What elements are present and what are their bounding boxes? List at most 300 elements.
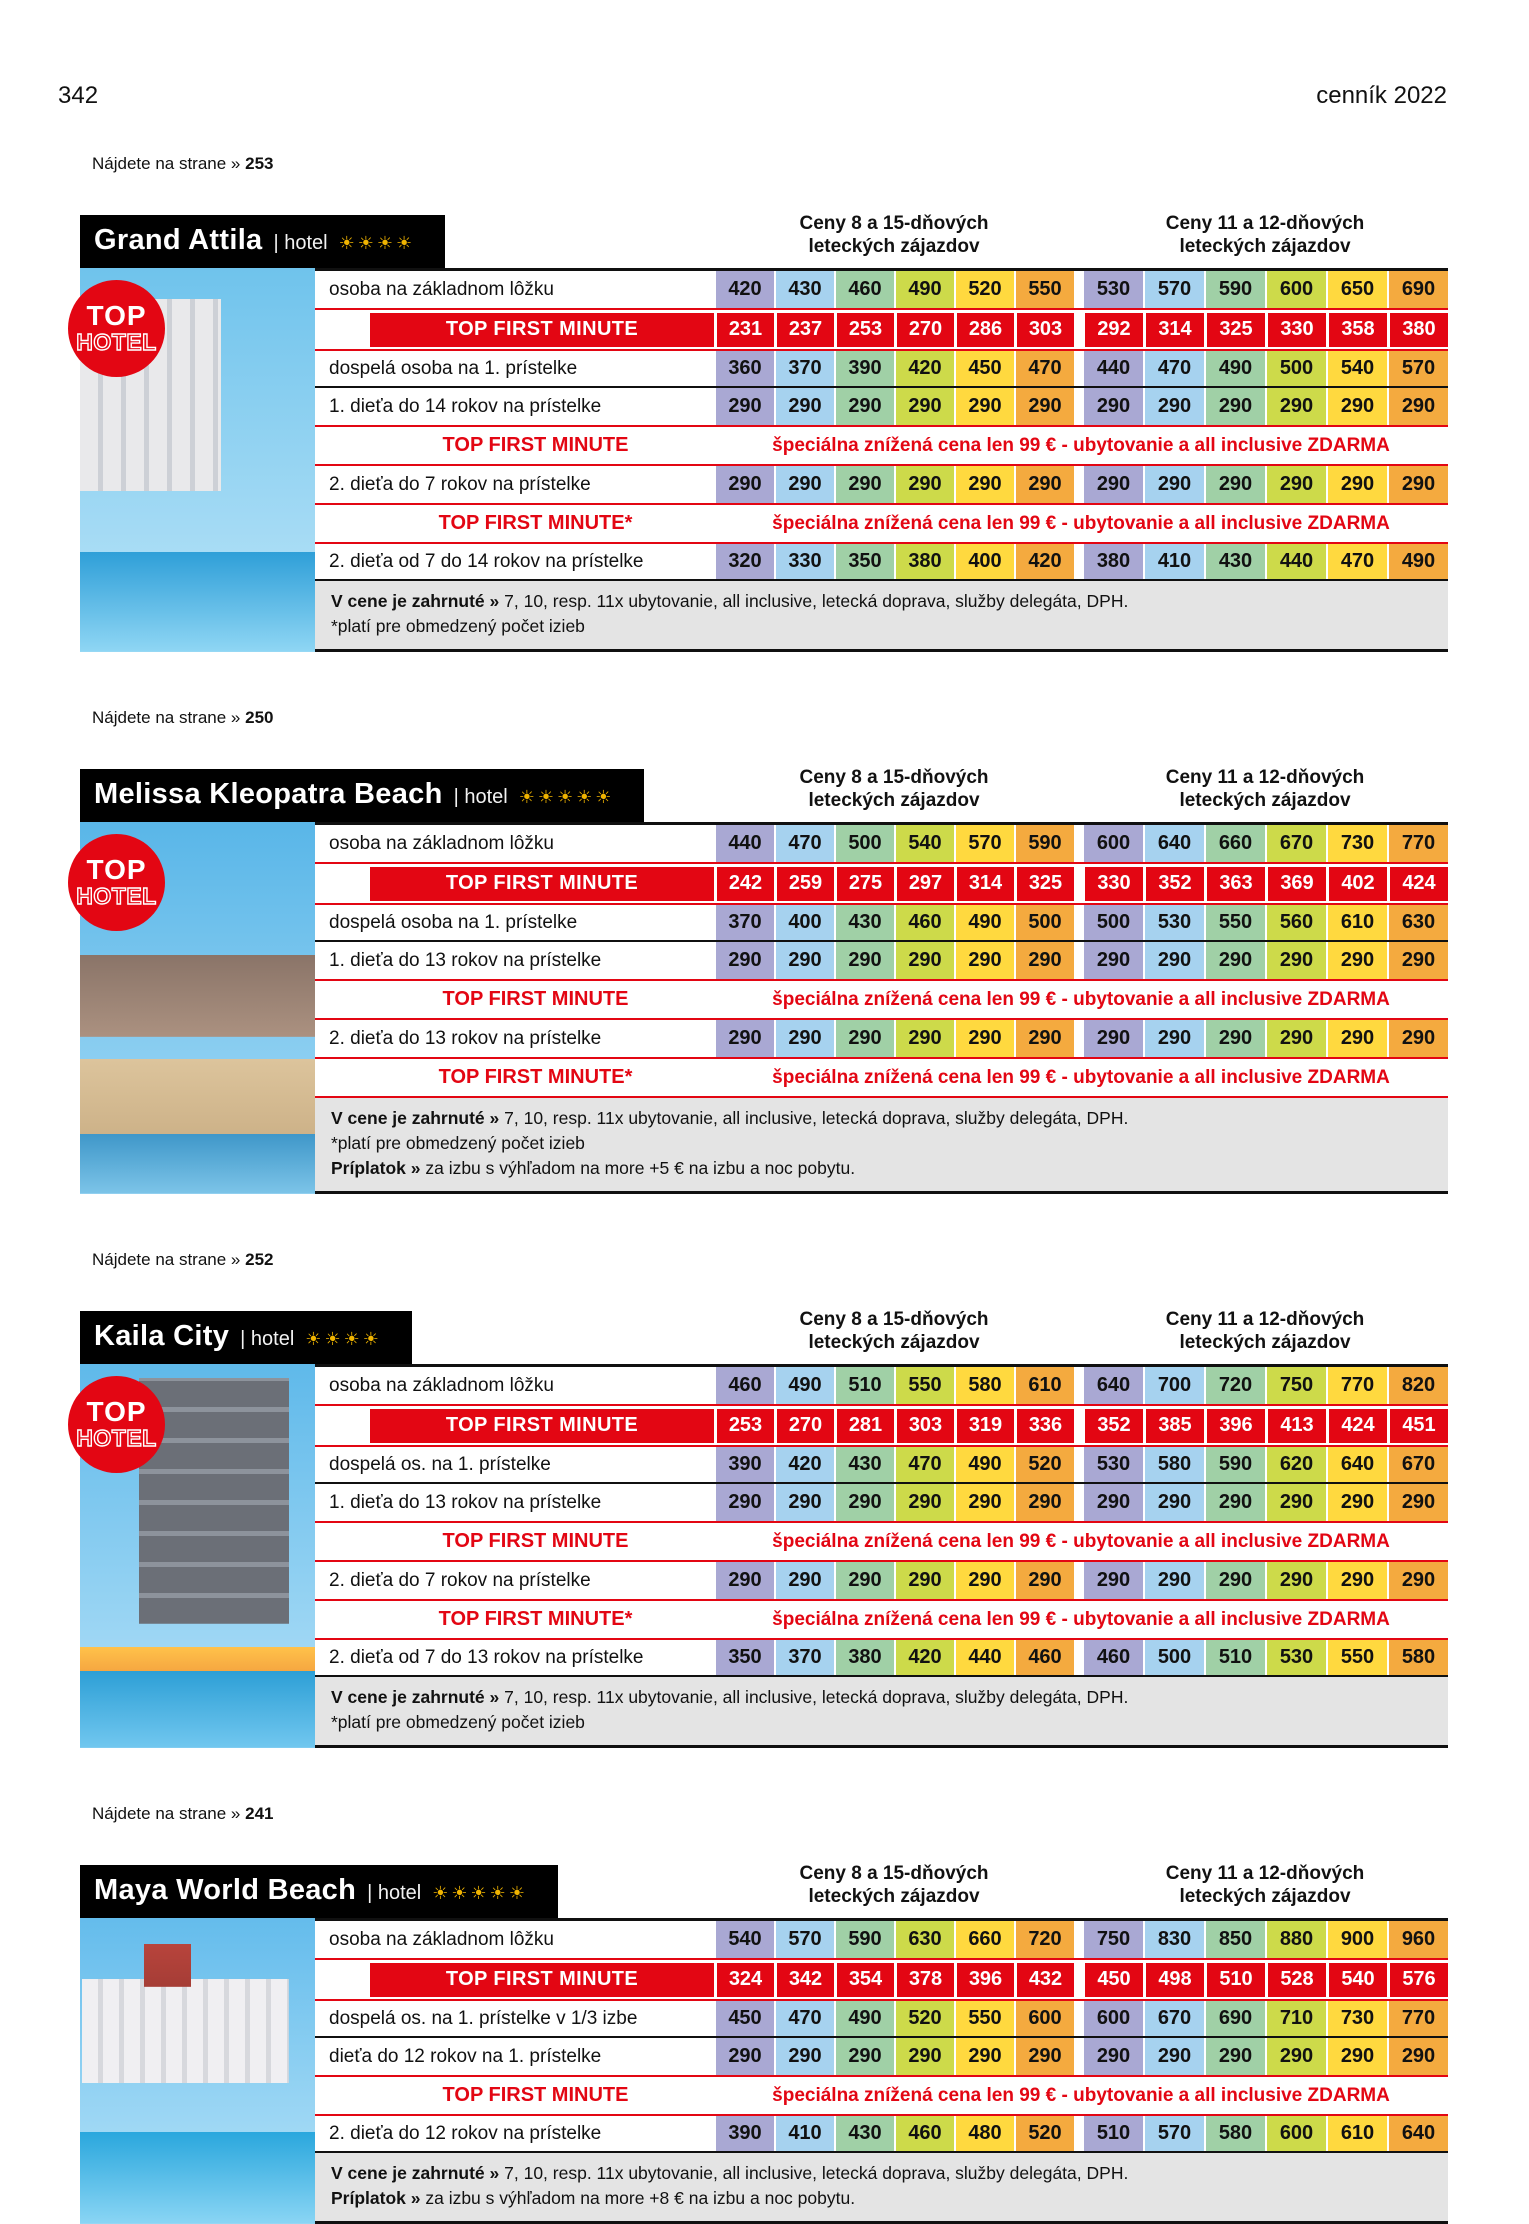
header-line: Ceny 8 a 15-dňových [799,212,989,234]
price-cell: 460 [714,1367,774,1404]
price-cell: 290 [1387,1562,1448,1599]
note-lead: V cene je zahrnuté » [331,2163,505,2183]
price-cell: 540 [1326,351,1387,386]
header-line: Ceny 8 a 15-dňových [799,1308,989,1330]
price-cell: 570 [1143,2116,1204,2151]
price-cell: 290 [714,388,774,425]
hotel-type-label: | hotel [273,232,328,254]
special-offer-text: špeciálna znížená cena len 99 € - ubytovanie a all inclusive ZDARMA [772,2084,1390,2106]
price-row [315,351,1448,388]
hotel-stars [519,787,615,808]
special-offer-text: špeciálna znížená cena len 99 € - ubytovanie a all inclusive ZDARMA [772,512,1390,534]
price-cell: 620 [1265,1447,1326,1482]
price-cell: 400 [774,905,834,940]
price-cell: 550 [1014,271,1074,308]
discount-price-cell: 324 [714,1963,774,1997]
price-cell: 700 [1143,1367,1204,1404]
price-cell: 290 [1326,2038,1387,2075]
discount-price-cell: 358 [1326,313,1387,347]
page-ref-number: 241 [245,1804,274,1823]
price-cell: 670 [1265,825,1326,862]
header-line: leteckých zájazdov [1179,1332,1351,1354]
price-cell: 520 [1014,2116,1074,2151]
price-cell: 290 [1082,1562,1143,1599]
price-cell: 550 [1204,905,1265,940]
price-cell: 440 [1265,544,1326,579]
price-cell: 290 [714,466,774,503]
discount-price-cell: 396 [1204,1409,1265,1443]
header-line: Ceny 11 a 12-dňových [1165,212,1365,234]
price-cell: 290 [1014,2038,1074,2075]
price-cell: 590 [1204,271,1265,308]
price-cell: 430 [834,2116,894,2151]
price-cell: 490 [894,271,954,308]
row-label: 1. dieťa do 13 rokov na prístelke [315,942,714,979]
top-first-minute-label: TOP FIRST MINUTE* [315,505,714,542]
top-first-minute-label: TOP FIRST MINUTE [370,313,714,347]
hotel-type-label: | hotel [367,1882,422,1904]
page-ref-number: 252 [245,1250,274,1269]
price-group-header-8-15 [714,1862,1074,1919]
price-cell: 390 [834,351,894,386]
price-cell: 490 [1204,351,1265,386]
top-first-minute-label: TOP FIRST MINUTE [315,981,714,1018]
included-note [315,1098,1448,1194]
group-gap [1074,1963,1082,1997]
top-first-minute-note-row [315,1521,1448,1562]
price-cell: 580 [1387,1640,1448,1675]
price-cell: 290 [1204,1562,1265,1599]
price-cell: 470 [1326,544,1387,579]
discount-price-cell: 396 [954,1963,1014,1997]
price-cell: 370 [714,905,774,940]
price-cell: 600 [1265,2116,1326,2151]
note-text: za izbu s výhľadom na more +5 € na izbu a noc pobytu. [425,1158,856,1178]
sun-star-icon: ☀ [324,1329,344,1349]
group-gap [1074,867,1082,901]
discount-price-cell: 540 [1326,1963,1387,1997]
price-group-header-8-15 [714,1308,1074,1365]
hotel-title-bar [80,1865,558,1918]
price-cell: 420 [774,1447,834,1482]
discount-price-cell: 424 [1326,1409,1387,1443]
price-cell: 430 [774,271,834,308]
hotel-header [80,1828,1448,1918]
price-cell: 610 [1326,2116,1387,2151]
top-first-minute-label: TOP FIRST MINUTE [315,2077,714,2114]
discount-price-cell: 270 [774,1409,834,1443]
price-cell: 500 [1265,351,1326,386]
discount-price-cell: 352 [1143,867,1204,901]
price-group-header-8-15 [714,766,1074,823]
row-label: osoba na základnom lôžku [315,825,714,862]
note-text: 7, 10, resp. 11x ubytovanie, all inclusive, letecká doprava, služby delegáta, DPH. [504,2163,1129,2183]
price-cell: 830 [1143,1921,1204,1958]
price-cell: 290 [894,466,954,503]
discount-price-cell: 253 [834,313,894,347]
row-label: dospelá osoba na 1. prístelke [315,905,714,940]
header-line: leteckých zájazdov [808,236,980,258]
price-cell: 450 [954,351,1014,386]
hotel-name: Grand Attila [94,224,263,256]
discount-price-cell: 451 [1387,1409,1448,1443]
note-lead: Príplatok » [331,1158,426,1178]
price-cell: 430 [1204,544,1265,579]
group-gap [1074,1484,1082,1521]
price-cell: 290 [1326,1020,1387,1057]
price-row [315,1367,1448,1404]
top-first-minute-row [315,1404,1448,1447]
price-cell: 290 [1265,942,1326,979]
header-line: Ceny 11 a 12-dňových [1165,1308,1365,1330]
price-cell: 420 [894,1640,954,1675]
price-cell: 290 [1265,1020,1326,1057]
top-first-minute-note-row [315,2075,1448,2116]
price-cell: 720 [1204,1367,1265,1404]
price-cell: 580 [954,1367,1014,1404]
price-cell: 290 [1204,388,1265,425]
price-cell: 430 [834,905,894,940]
price-cell: 290 [1014,1562,1074,1599]
price-cell: 330 [774,544,834,579]
price-cell: 290 [1387,942,1448,979]
price-cell: 520 [894,2001,954,2036]
page-ref-label: Nájdete na strane » [92,708,246,727]
discount-price-cell: 286 [954,313,1014,347]
top-first-minute-label: TOP FIRST MINUTE [315,1523,714,1560]
price-cell: 460 [1082,1640,1143,1675]
header-line: Ceny 8 a 15-dňových [799,766,989,788]
sun-star-icon: ☀ [396,233,416,253]
note-text: *platí pre obmedzený počet izieb [331,1712,585,1732]
price-cell: 290 [1326,942,1387,979]
price-cell: 770 [1326,1367,1387,1404]
price-cell: 390 [714,1447,774,1482]
price-cell: 540 [714,1921,774,1958]
price-cell: 510 [1082,2116,1143,2151]
price-cell: 660 [1204,825,1265,862]
top-first-minute-note-row [315,1057,1448,1098]
price-cell: 640 [1387,2116,1448,2151]
top-first-minute-label-cell [315,1409,714,1443]
price-group-header-11-12 [1082,212,1448,269]
price-cell: 290 [834,2038,894,2075]
price-cell: 290 [1143,1484,1204,1521]
page-ref-line [92,708,1448,728]
price-row [315,1921,1448,1958]
header-line: Ceny 8 a 15-dňových [799,1862,989,1884]
hotel-title-bar [80,1311,412,1364]
price-cell: 450 [714,2001,774,2036]
top-hotel-badge [68,280,165,377]
hotel-photo [76,822,315,1194]
price-row [315,1484,1448,1521]
price-group-header-11-12 [1082,1862,1448,1919]
price-cell: 290 [1082,1484,1143,1521]
page-number: 342 [58,82,99,109]
sun-star-icon: ☀ [576,787,596,807]
price-cell: 640 [1082,1367,1143,1404]
discount-price-cell: 336 [1014,1409,1074,1443]
group-gap [1074,1409,1082,1443]
sun-star-icon: ☀ [343,1329,363,1349]
price-cell: 900 [1326,1921,1387,1958]
price-row [315,2116,1448,2153]
price-cell: 390 [714,2116,774,2151]
page-title: cenník 2022 [1316,82,1447,109]
header-line: Ceny 11 a 12-dňových [1165,766,1365,788]
hotel-blocks [0,154,1529,2224]
price-cell: 290 [1204,1484,1265,1521]
group-gap [1074,1562,1082,1599]
price-row [315,466,1448,503]
page-header [0,0,1529,110]
price-cell: 290 [714,942,774,979]
hotel-name: Maya World Beach [94,1874,357,1906]
price-cell: 370 [774,1640,834,1675]
row-label: 2. dieťa do 7 rokov na prístelke [315,1562,714,1599]
hotel-block [76,154,1448,652]
sun-star-icon: ☀ [557,787,577,807]
price-cell: 290 [774,388,834,425]
price-cell: 420 [1014,544,1074,579]
top-first-minute-label-cell [315,867,714,901]
note-text: *platí pre obmedzený počet izieb [331,1133,585,1153]
header-line: leteckých zájazdov [808,790,980,812]
group-gap [1074,905,1082,940]
top-hotel-text: HOTEL [76,328,157,355]
group-gap [1074,1447,1082,1482]
discount-price-cell: 325 [1204,313,1265,347]
price-cell: 290 [1014,1484,1074,1521]
price-cell: 470 [1143,351,1204,386]
price-cell: 370 [774,351,834,386]
price-cell: 410 [774,2116,834,2151]
price-cell: 290 [894,1484,954,1521]
hotel-stars [339,233,416,254]
price-cell: 290 [1326,1484,1387,1521]
price-group-header-11-12 [1082,766,1448,823]
discount-price-cell: 424 [1387,867,1448,901]
discount-price-cell: 450 [1082,1963,1143,1997]
note-line [331,2161,1436,2186]
price-cell: 290 [954,1484,1014,1521]
top-hotel-text: TOP [86,853,147,885]
row-label: 1. dieťa do 14 rokov na prístelke [315,388,714,425]
sun-star-icon: ☀ [432,1883,452,1903]
group-gap [1074,2038,1082,2075]
price-cell: 750 [1265,1367,1326,1404]
price-cell: 290 [774,466,834,503]
price-cell: 290 [1326,1562,1387,1599]
price-cell: 470 [774,2001,834,2036]
page-ref-label: Nájdete na strane » [92,154,246,173]
price-cell: 290 [1082,942,1143,979]
price-cell: 290 [954,942,1014,979]
price-cell: 440 [954,1640,1014,1675]
top-first-minute-label: TOP FIRST MINUTE* [315,1601,714,1638]
price-cell: 600 [1014,2001,1074,2036]
price-cell: 880 [1265,1921,1326,1958]
price-cell: 380 [1082,544,1143,579]
price-cell: 380 [894,544,954,579]
discount-price-cell: 281 [834,1409,894,1443]
discount-price-cell: 528 [1265,1963,1326,1997]
top-first-minute-row [315,862,1448,905]
discount-price-cell: 242 [714,867,774,901]
price-cell: 420 [894,351,954,386]
price-cell: 290 [714,1484,774,1521]
special-offer-text: špeciálna znížená cena len 99 € - ubytovanie a all inclusive ZDARMA [772,1608,1390,1630]
price-cell: 290 [1143,466,1204,503]
note-lead: V cene je zahrnuté » [331,1108,505,1128]
top-hotel-text: TOP [86,299,147,331]
price-cell: 290 [1265,2038,1326,2075]
hotel-body [76,822,1448,1194]
price-cell: 530 [1082,1447,1143,1482]
price-cell: 530 [1265,1640,1326,1675]
price-cell: 290 [894,2038,954,2075]
price-cell: 290 [834,466,894,503]
discount-price-cell: 303 [1014,313,1074,347]
discount-price-cell: 314 [954,867,1014,901]
note-line [331,1156,1436,1181]
header-line: leteckých zájazdov [1179,236,1351,258]
row-label: dospelá os. na 1. prístelke v 1/3 izbe [315,2001,714,2036]
price-cell: 470 [774,825,834,862]
price-cell: 290 [954,2038,1014,2075]
price-cell: 500 [834,825,894,862]
price-cell: 440 [714,825,774,862]
hotel-block [80,1804,1448,2224]
hotel-body [76,268,1448,652]
price-cell: 440 [1082,351,1143,386]
sun-star-icon: ☀ [508,1883,528,1903]
price-cell: 290 [1143,1562,1204,1599]
price-row [315,1640,1448,1677]
top-hotel-text: HOTEL [76,1424,157,1451]
price-cell: 290 [1082,1020,1143,1057]
discount-price-cell: 342 [774,1963,834,1997]
group-gap [1074,544,1082,579]
hotel-photo [76,1364,315,1748]
price-cell: 290 [774,1020,834,1057]
price-cell: 690 [1204,2001,1265,2036]
price-cell: 470 [894,1447,954,1482]
row-label: osoba na základnom lôžku [315,271,714,308]
price-cell: 290 [1387,466,1448,503]
price-cell: 510 [1204,1640,1265,1675]
price-cell: 290 [714,1562,774,1599]
price-cell: 290 [1082,388,1143,425]
discount-price-cell: 330 [1265,313,1326,347]
group-gap [1074,1020,1082,1057]
group-gap [1074,942,1082,979]
price-cell: 500 [1014,905,1074,940]
discount-price-cell: 231 [714,313,774,347]
group-gap [1074,351,1082,386]
note-lead: V cene je zahrnuté » [331,1687,505,1707]
price-cell: 660 [954,1921,1014,1958]
top-hotel-badge [68,834,165,931]
discount-price-cell: 319 [954,1409,1014,1443]
price-row [315,388,1448,425]
included-note [315,1677,1448,1748]
header-line: leteckých zájazdov [1179,1886,1351,1908]
hotel-title-bar [80,769,644,822]
top-first-minute-note-row [315,1599,1448,1640]
price-cell: 750 [1082,1921,1143,1958]
special-offer-text: špeciálna znížená cena len 99 € - ubytovanie a all inclusive ZDARMA [772,1066,1390,1088]
note-text: 7, 10, resp. 11x ubytovanie, all inclusive, letecká doprava, služby delegáta, DPH. [504,591,1129,611]
note-text: 7, 10, resp. 11x ubytovanie, all inclusive, letecká doprava, služby delegáta, DPH. [504,1108,1129,1128]
discount-price-cell: 378 [894,1963,954,1997]
price-cell: 290 [834,1484,894,1521]
note-lead: V cene je zahrnuté » [331,591,505,611]
price-row [315,1020,1448,1057]
sun-star-icon: ☀ [451,1883,471,1903]
price-cell: 730 [1326,825,1387,862]
price-cell: 400 [954,544,1014,579]
header-line: Ceny 11 a 12-dňových [1165,1862,1365,1884]
price-cell: 570 [1143,271,1204,308]
price-table [315,268,1448,652]
price-cell: 290 [774,942,834,979]
discount-price-cell: 413 [1265,1409,1326,1443]
note-line [331,1131,1436,1156]
price-cell: 410 [1143,544,1204,579]
price-cell: 290 [714,1020,774,1057]
price-cell: 550 [1326,1640,1387,1675]
discount-price-cell: 297 [894,867,954,901]
top-first-minute-label: TOP FIRST MINUTE [370,1963,714,1997]
price-cell: 290 [954,1020,1014,1057]
discount-price-cell: 369 [1265,867,1326,901]
price-cell: 720 [1014,1921,1074,1958]
price-cell: 590 [834,1921,894,1958]
hotel-photo [76,268,315,652]
top-first-minute-row [315,308,1448,351]
price-cell: 670 [1387,1447,1448,1482]
price-cell: 290 [1014,466,1074,503]
top-first-minute-label-cell [315,313,714,347]
hotel-header [80,1274,1448,1364]
price-cell: 610 [1326,905,1387,940]
top-first-minute-note-row [315,503,1448,544]
price-table [315,1364,1448,1748]
price-cell: 380 [834,1640,894,1675]
sun-star-icon: ☀ [595,787,615,807]
price-cell: 290 [1082,2038,1143,2075]
price-cell: 530 [1143,905,1204,940]
price-cell: 290 [1014,942,1074,979]
price-cell: 820 [1387,1367,1448,1404]
price-row [315,1447,1448,1484]
note-text: *platí pre obmedzený počet izieb [331,616,585,636]
included-note [315,581,1448,652]
price-cell: 480 [954,2116,1014,2151]
price-cell: 570 [774,1921,834,1958]
discount-price-cell: 510 [1204,1963,1265,1997]
sun-star-icon: ☀ [338,233,358,253]
price-cell: 290 [1326,388,1387,425]
price-cell: 290 [1204,1020,1265,1057]
price-cell: 630 [894,1921,954,1958]
group-gap [1074,271,1082,308]
price-cell: 470 [1014,351,1074,386]
price-cell: 290 [1326,466,1387,503]
hotel-stars [432,1883,528,1904]
